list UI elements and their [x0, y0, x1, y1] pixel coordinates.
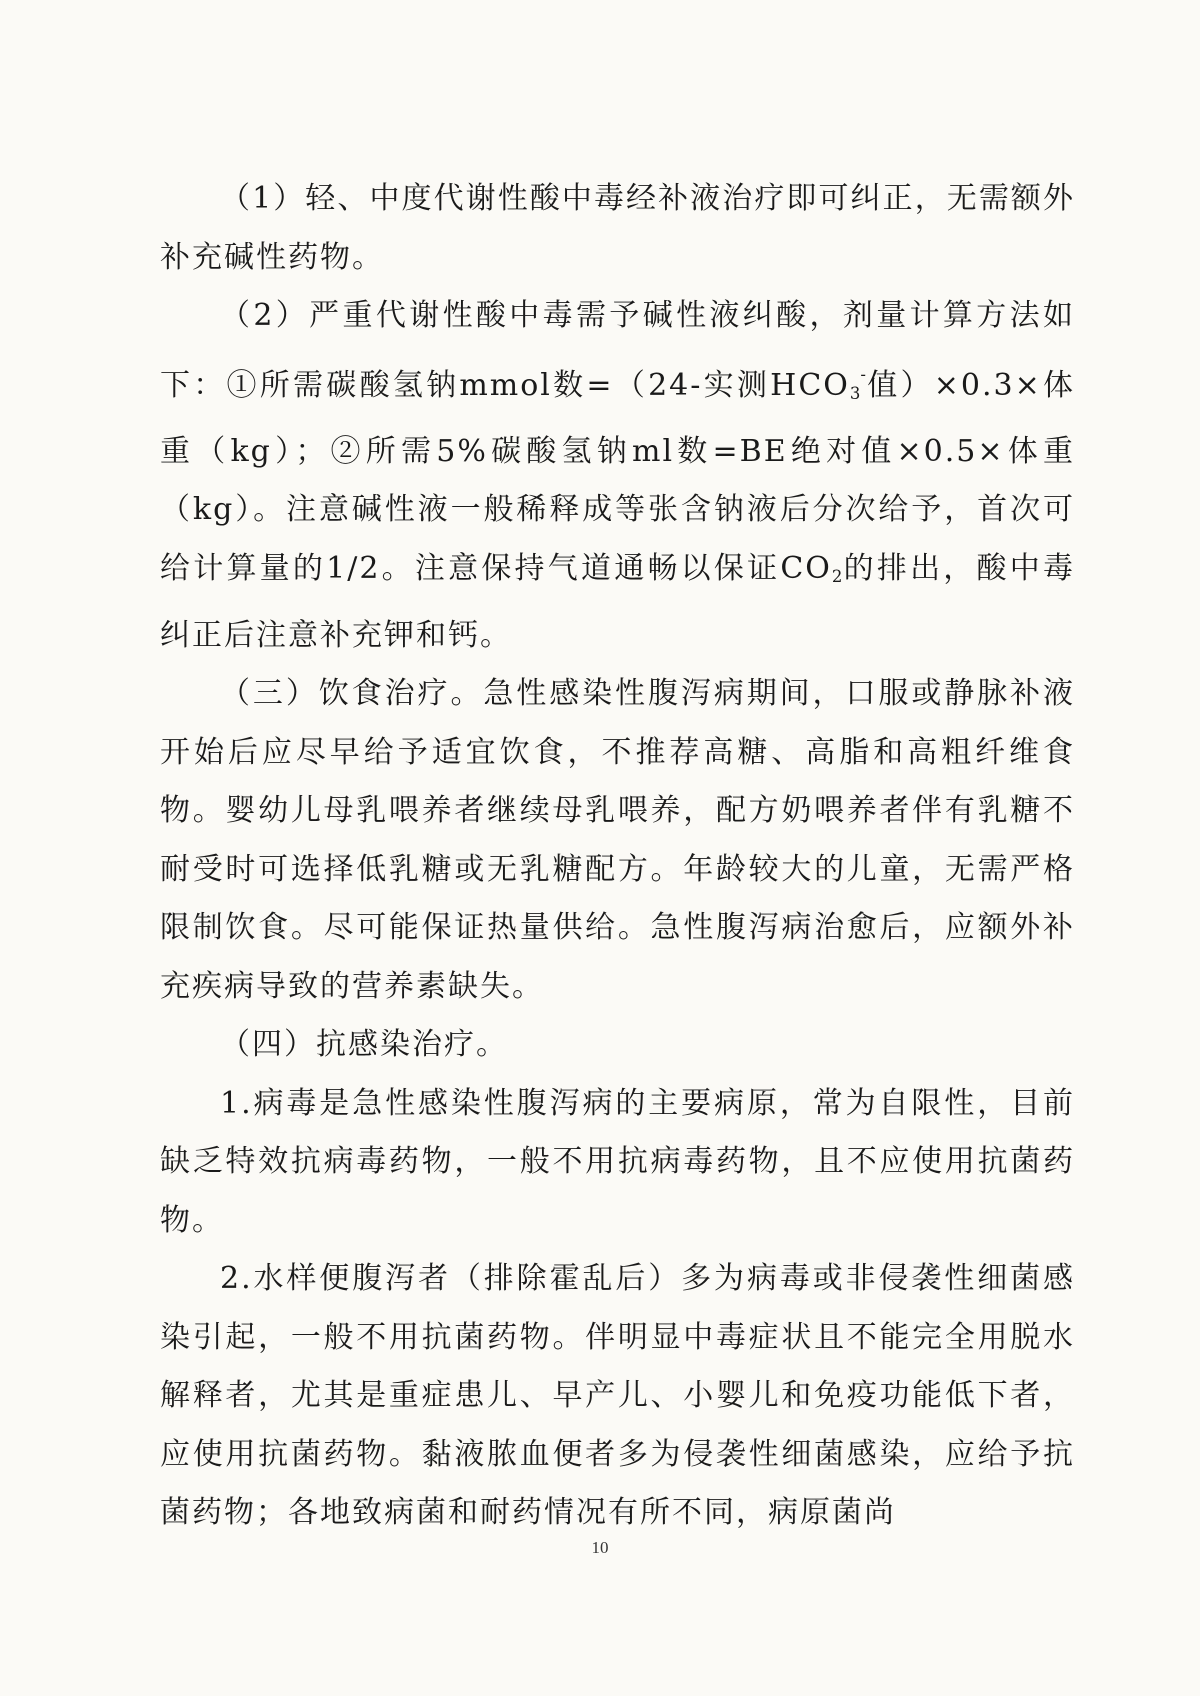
body-text: [160, 170, 1075, 1543]
page-number: 10: [591, 1538, 609, 1557]
superscript: -: [860, 364, 866, 384]
paragraph-item-2: 2.水样便腹泻者（排除霍乱后）多为病毒或非侵袭性细菌感染引起，一般不用抗菌药物。伴明显中毒症状且不能完全用脱水解释者，尤其是重症患儿、早产儿、小婴儿和免疫功能低下者，应使用抗菌药物。黏液脓血便者多为侵袭性细菌感染，应给予抗菌药物；各地致病菌和耐药情况有所不同，病原菌尚: [160, 1261, 1075, 1531]
subscript: 2: [831, 567, 843, 587]
text-segment: （2）严重代谢性酸中毒需予碱性液纠酸，剂量计算方法如下：①所需碳酸氢钠mmol数=（24-实测HCO: [160, 298, 1075, 403]
text-segment: 值）×0.3×体重（kg）；②所需5%碳酸氢钠ml数=BE绝对值×0.5×体重（kg）。注意碱性液一般稀释成等张含钠液后分次给予，首次可给计算量的1/2。注意保持气道通畅以保证CO: [160, 367, 1075, 586]
paragraph-item-1: 1.病毒是急性感染性腹泻病的主要病原，常为自限性，目前缺乏特效抗病毒药物，一般不用抗病毒药物，且不应使用抗菌药物。: [160, 1085, 1075, 1238]
section-heading-anti-infection: （四）抗感染治疗。: [220, 1027, 508, 1063]
text-segment: 的排出，酸中毒纠正后注意补充钾和钙。: [160, 550, 1075, 653]
paragraph-acidosis-mild: （1）轻、中度代谢性酸中毒经补液治疗即可纠正，无需额外补充碱性药物。: [160, 181, 1075, 275]
paragraph-acidosis-severe: [160, 287, 1075, 665]
paragraph-diet-therapy: （三）饮食治疗。急性感染性腹泻病期间，口服或静脉补液开始后应尽早给予适宜饮食，不推荐高糖、高脂和高粗纤维食物。婴幼儿母乳喂养者继续母乳喂养，配方奶喂养者伴有乳糖不耐受时可选择低乳糖或无乳糖配方。年龄较大的儿童，无需严格限制饮食。尽可能保证热量供给。急性腹泻病治愈后，应额外补充疾病导致的营养素缺失。: [160, 676, 1075, 1004]
subscript: 3: [849, 383, 861, 403]
